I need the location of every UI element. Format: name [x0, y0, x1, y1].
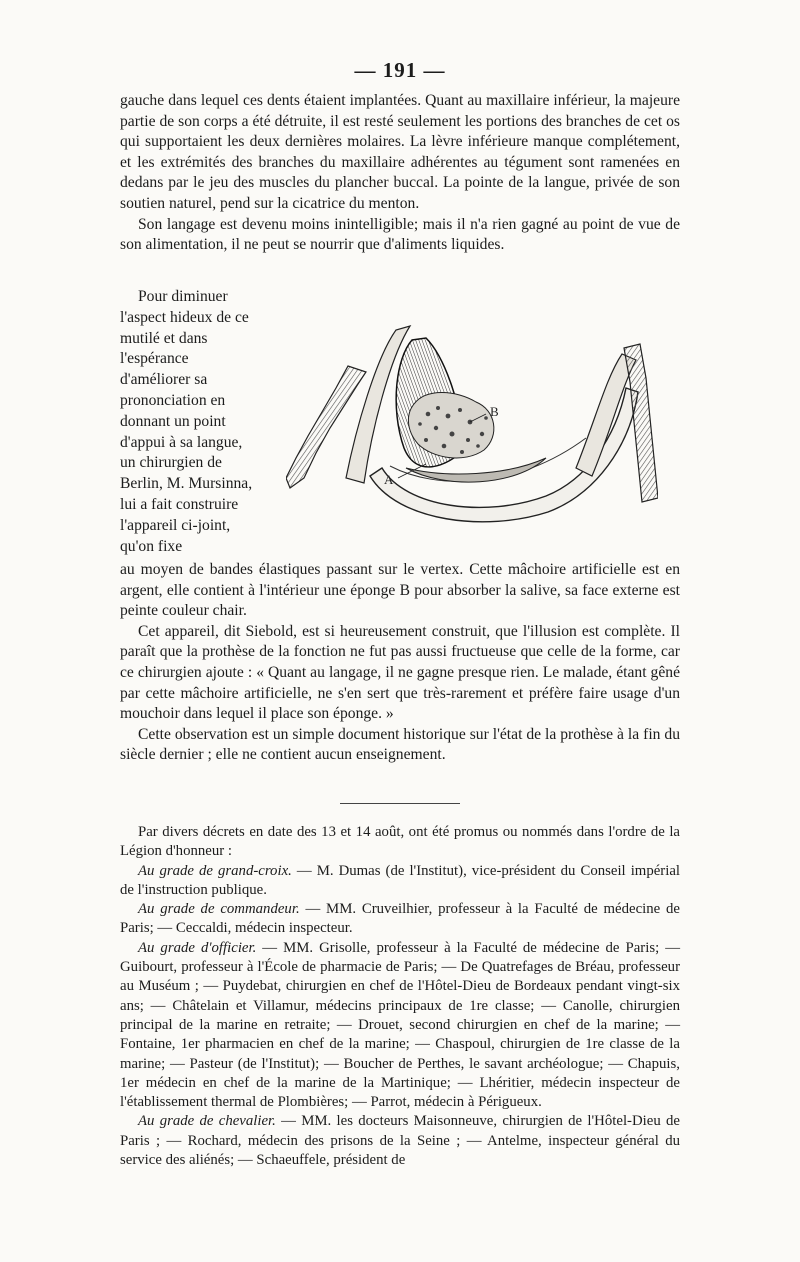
paragraph-apparatus-start: Pour diminuer l'aspect hideux de ce mutilé et dans l'espérance d'améliorer sa prononciation en donnant un point d'appui à sa langue, un chirurgien de Berlin, M. Mursinna, lui a fait construire l'appareil ci-joint, qu'on fixe — [120, 288, 253, 555]
paragraph-siebold: Cet appareil, dit Siebold, est si heureusement construit, que l'illusion est complète. Il paraît que la prothèse de la fonction ne fut pas aussi fructueuse que celle de la forme, car ce chirurgien ajoute : « Quant au langage, il ne gagne presque rien. Le malade, étant gêné par cette mâchoire artificielle, ne s'en sert que très-rarement et préfère faire usage d'un mouchoir dans lequel il place son éponge. » — [120, 622, 680, 723]
paragraph-maxillary: gauche dans lequel ces dents étaient implantées. Quant au maxillaire inférieur, la majeure partie de son corps a été détruite, il est resté seulement les portions des branches de cet os qui supportaient les deux dernières molaires. La lèvre inférieure manque complétement, et les extrémités des branches du maxillaire adhérentes au tégument sont ramenées en dedans par le jeu des muscles du plancher buccal. La pointe de la langue, privée de son soutien naturel, pend sur la cicatrice du menton. — [120, 92, 680, 212]
legion-honneur-section — [120, 823, 680, 1170]
page-number: — 191 — — [354, 58, 446, 82]
text-column-left — [120, 287, 258, 557]
grade-grand-croix — [120, 862, 680, 901]
grade-chevalier-label: Au grade de chevalier. — [138, 1113, 276, 1130]
paragraph-speech: Son langage est devenu moins inintelligible; mais il n'a rien gagné au point de vue de son alimentation, il ne peut se nourrir que d'aliments liquides. — [120, 215, 680, 254]
grade-officier-label: Au grade d'officier. — [138, 939, 257, 956]
grade-officier-text: — MM. Grisolle, professeur à la Faculté de médecine de Paris; — Guibourt, professeur à l'École de pharmacie de Paris; — De Quatrefages de Bréau, professeur au Muséum ; — Puydebat, chirurgien en chef de l'Hôtel-Dieu de Bordeaux pendant vingt-six ans; — Châtelain et Villamur, médecins principaux de 1re classe; — Canolle, chirurgien principal de la marine en retraite; — Drouet, second chirurgien en chef de la marine; — Fontaine, 1er pharmacien en chef de la marine; — Chaspoul, chirurgien de 1re classe de la marine; — Pasteur (de l'Institut); — Boucher de Perthes, le savant archéologue; — Chapuis, 1er médecin en chef de la marine de la Martinique; — Lhéritier, médecin inspecteur de l'établissement thermal de Plombières; — Parrot, médecin à Périgueux. — [120, 939, 680, 1111]
grade-grand-croix-label: Au grade de grand-croix. — [138, 862, 292, 879]
grade-grand-croix-text: — M. Dumas (de l'Institut), vice-président du Conseil impérial de l'instruction publique. — [120, 862, 681, 898]
paragraph-apparatus-continued: au moyen de bandes élastiques passant sur le vertex. Cette mâchoire artificielle est en argent, elle contient à l'intérieur une éponge B pour absorber la salive, sa face externe est peinte couleur chair. — [120, 561, 680, 620]
text-block-top — [120, 91, 680, 256]
paragraph-observation: Cette observation est un simple document historique sur l'état de la prothèse à la fin du siècle dernier ; elle ne contient aucun enseignement. — [120, 725, 680, 764]
grade-officier — [120, 939, 680, 1113]
grade-commandeur — [120, 900, 680, 939]
grade-commandeur-text: — MM. Cruveilhier, professeur à la Faculté de médecine de Paris; — Ceccaldi, médecin inspecteur. — [120, 901, 680, 937]
grade-chevalier — [120, 1112, 680, 1170]
grade-chevalier-text: — MM. les docteurs Maisonneuve, chirurgien de l'Hôtel-Dieu de Paris ; — Rochard, médecin des prisons de la Seine ; — Antelme, inspecteur général du service des aliénés; — Schaeuffele, président de — [120, 1113, 680, 1169]
section-divider — [340, 803, 460, 804]
grade-commandeur-label: Au grade de commandeur. — [138, 901, 300, 918]
decrees-intro: Par divers décrets en date des 13 et 14 août, ont été promus ou nommés dans l'ordre de la Légion d'honneur : — [120, 824, 680, 860]
jaw-apparatus-engraving — [286, 318, 658, 530]
artificial-jaw-illustration — [286, 318, 658, 530]
figure-label-b: B — [490, 404, 499, 419]
text-block-middle — [120, 560, 680, 766]
figure-label-a: A — [384, 472, 394, 487]
